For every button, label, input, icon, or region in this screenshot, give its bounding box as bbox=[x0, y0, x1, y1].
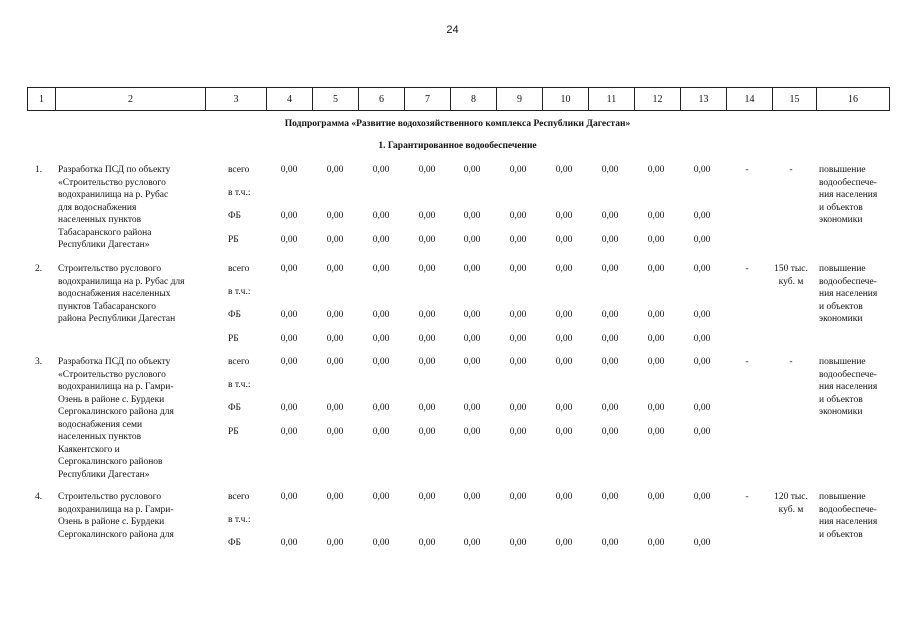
funding-value: 0,00 bbox=[647, 235, 665, 245]
funding-value: 0,00 bbox=[509, 264, 527, 274]
column-header-12: 12 bbox=[635, 88, 681, 111]
column-header-row bbox=[28, 88, 890, 111]
funding-value: 0,00 bbox=[463, 538, 481, 548]
col14-value: - bbox=[745, 492, 749, 502]
funding-value: 0,00 bbox=[463, 403, 481, 413]
funding-source: всего bbox=[228, 264, 250, 274]
funding-value: 0,00 bbox=[463, 165, 481, 175]
funding-value: 0,00 bbox=[463, 492, 481, 502]
column-header-table bbox=[27, 87, 890, 111]
funding-value: 0,00 bbox=[326, 310, 344, 320]
column-header-10: 10 bbox=[543, 88, 589, 111]
funding-value: 0,00 bbox=[418, 235, 436, 245]
funding-value: 0,00 bbox=[280, 403, 298, 413]
funding-value: 0,00 bbox=[693, 211, 711, 221]
funding-value: 0,00 bbox=[693, 538, 711, 548]
funding-source: в т.ч.: bbox=[228, 287, 251, 297]
measure-name: Строительство руслового водохранилища на р. Гамри- Озень в районе с. Бурдеки Сергокалинского района для bbox=[58, 492, 174, 540]
funding-value: 0,00 bbox=[555, 235, 573, 245]
funding-source: РБ bbox=[228, 334, 239, 344]
funding-value: 0,00 bbox=[326, 403, 344, 413]
funding-value: 0,00 bbox=[372, 492, 390, 502]
funding-value: 0,00 bbox=[601, 403, 619, 413]
expected-result: повышение водообеспече- ния населения и объектов экономики bbox=[819, 357, 878, 417]
col15-value: 150 тыс. куб. м bbox=[774, 264, 808, 287]
funding-value: 0,00 bbox=[280, 427, 298, 437]
funding-source: всего bbox=[228, 492, 250, 502]
funding-value: 0,00 bbox=[280, 334, 298, 344]
funding-value: 0,00 bbox=[555, 264, 573, 274]
funding-value: 0,00 bbox=[693, 334, 711, 344]
funding-value: 0,00 bbox=[418, 334, 436, 344]
funding-source: ФБ bbox=[228, 211, 241, 221]
funding-value: 0,00 bbox=[601, 264, 619, 274]
funding-value: 0,00 bbox=[372, 357, 390, 367]
column-header-16: 16 bbox=[817, 88, 890, 111]
funding-value: 0,00 bbox=[693, 310, 711, 320]
funding-value: 0,00 bbox=[463, 427, 481, 437]
funding-value: 0,00 bbox=[372, 427, 390, 437]
funding-value: 0,00 bbox=[418, 427, 436, 437]
funding-source: РБ bbox=[228, 427, 239, 437]
funding-source: ФБ bbox=[228, 403, 241, 413]
funding-value: 0,00 bbox=[509, 334, 527, 344]
funding-source: в т.ч.: bbox=[228, 515, 251, 525]
funding-value: 0,00 bbox=[463, 235, 481, 245]
funding-value: 0,00 bbox=[693, 403, 711, 413]
funding-value: 0,00 bbox=[555, 427, 573, 437]
funding-value: 0,00 bbox=[326, 427, 344, 437]
funding-value: 0,00 bbox=[601, 492, 619, 502]
col14-value: - bbox=[745, 357, 749, 367]
funding-value: 0,00 bbox=[326, 357, 344, 367]
funding-value: 0,00 bbox=[372, 334, 390, 344]
funding-value: 0,00 bbox=[601, 334, 619, 344]
funding-value: 0,00 bbox=[555, 538, 573, 548]
funding-value: 0,00 bbox=[693, 427, 711, 437]
funding-value: 0,00 bbox=[372, 403, 390, 413]
funding-value: 0,00 bbox=[326, 492, 344, 502]
section-title: 1. Гарантированное водообеспечение bbox=[378, 141, 537, 151]
row-number: 4. bbox=[35, 492, 43, 502]
funding-source: в т.ч.: bbox=[228, 380, 251, 390]
funding-value: 0,00 bbox=[280, 211, 298, 221]
funding-value: 0,00 bbox=[693, 235, 711, 245]
column-header-7: 7 bbox=[405, 88, 451, 111]
column-header-13: 13 bbox=[681, 88, 727, 111]
funding-value: 0,00 bbox=[418, 403, 436, 413]
row-number: 2. bbox=[35, 264, 43, 274]
funding-value: 0,00 bbox=[509, 427, 527, 437]
funding-value: 0,00 bbox=[647, 165, 665, 175]
funding-value: 0,00 bbox=[463, 334, 481, 344]
funding-value: 0,00 bbox=[418, 211, 436, 221]
funding-value: 0,00 bbox=[280, 357, 298, 367]
expected-result: повышение водообеспече- ния населения и объектов экономики bbox=[819, 264, 878, 324]
funding-value: 0,00 bbox=[693, 165, 711, 175]
funding-value: 0,00 bbox=[326, 334, 344, 344]
col15-value: - bbox=[789, 165, 793, 175]
col15-value: - bbox=[789, 357, 793, 367]
measure-name: Разработка ПСД по объекту «Строительство руслового водохранилища на р. Рубас для водоснабжения населенных пунктов Табасаранского района Республики Дагестан» bbox=[58, 165, 171, 250]
funding-source: всего bbox=[228, 165, 250, 175]
funding-value: 0,00 bbox=[509, 211, 527, 221]
funding-value: 0,00 bbox=[280, 538, 298, 548]
funding-value: 0,00 bbox=[418, 492, 436, 502]
subprogram-title: Подпрограмма «Развитие водохозяйственного комплекса Республики Дагестан» bbox=[284, 119, 631, 129]
funding-value: 0,00 bbox=[555, 165, 573, 175]
funding-value: 0,00 bbox=[280, 310, 298, 320]
funding-value: 0,00 bbox=[280, 264, 298, 274]
funding-value: 0,00 bbox=[601, 357, 619, 367]
funding-value: 0,00 bbox=[326, 264, 344, 274]
funding-value: 0,00 bbox=[509, 357, 527, 367]
row-number: 3. bbox=[35, 357, 43, 367]
column-header-1: 1 bbox=[28, 88, 56, 111]
funding-value: 0,00 bbox=[463, 211, 481, 221]
measure-name: Строительство руслового водохранилища на р. Рубас для водоснабжения населенных пунктов Табасаранского района Республики Дагестан bbox=[58, 264, 185, 324]
expected-result: повышение водообеспече- ния населения и объектов bbox=[819, 492, 878, 540]
funding-value: 0,00 bbox=[601, 235, 619, 245]
funding-value: 0,00 bbox=[601, 211, 619, 221]
funding-value: 0,00 bbox=[418, 538, 436, 548]
column-header-9: 9 bbox=[497, 88, 543, 111]
funding-value: 0,00 bbox=[280, 165, 298, 175]
funding-value: 0,00 bbox=[372, 264, 390, 274]
funding-value: 0,00 bbox=[555, 334, 573, 344]
funding-value: 0,00 bbox=[326, 165, 344, 175]
funding-value: 0,00 bbox=[647, 357, 665, 367]
measure-name: Разработка ПСД по объекту «Строительство руслового водохранилища на р. Гамри- Озень в районе с. Бурдеки Сергокалинского района для водоснабжения семи населенных пунктов Каякентского и Сергокалинского районов Республики Дагестан» bbox=[58, 357, 174, 480]
funding-value: 0,00 bbox=[693, 492, 711, 502]
expected-result: повышение водообеспече- ния населения и объектов экономики bbox=[819, 165, 878, 225]
funding-value: 0,00 bbox=[693, 357, 711, 367]
funding-source: в т.ч.: bbox=[228, 188, 251, 198]
funding-value: 0,00 bbox=[601, 427, 619, 437]
funding-value: 0,00 bbox=[418, 310, 436, 320]
funding-value: 0,00 bbox=[555, 310, 573, 320]
funding-value: 0,00 bbox=[509, 310, 527, 320]
funding-value: 0,00 bbox=[463, 310, 481, 320]
funding-value: 0,00 bbox=[555, 403, 573, 413]
funding-value: 0,00 bbox=[372, 165, 390, 175]
funding-source: ФБ bbox=[228, 310, 241, 320]
funding-value: 0,00 bbox=[280, 492, 298, 502]
funding-value: 0,00 bbox=[372, 235, 390, 245]
funding-value: 0,00 bbox=[326, 538, 344, 548]
funding-value: 0,00 bbox=[372, 538, 390, 548]
funding-value: 0,00 bbox=[509, 235, 527, 245]
col14-value: - bbox=[745, 264, 749, 274]
funding-value: 0,00 bbox=[555, 211, 573, 221]
column-header-8: 8 bbox=[451, 88, 497, 111]
funding-value: 0,00 bbox=[555, 357, 573, 367]
funding-value: 0,00 bbox=[601, 538, 619, 548]
page-number: 24 bbox=[446, 24, 459, 36]
funding-value: 0,00 bbox=[509, 403, 527, 413]
funding-value: 0,00 bbox=[326, 235, 344, 245]
funding-value: 0,00 bbox=[463, 264, 481, 274]
column-header-3: 3 bbox=[206, 88, 267, 111]
funding-value: 0,00 bbox=[555, 492, 573, 502]
funding-value: 0,00 bbox=[280, 235, 298, 245]
column-header-14: 14 bbox=[727, 88, 773, 111]
funding-value: 0,00 bbox=[601, 165, 619, 175]
funding-value: 0,00 bbox=[601, 310, 619, 320]
funding-value: 0,00 bbox=[418, 264, 436, 274]
funding-value: 0,00 bbox=[372, 211, 390, 221]
funding-value: 0,00 bbox=[647, 310, 665, 320]
column-header-6: 6 bbox=[359, 88, 405, 111]
funding-value: 0,00 bbox=[647, 538, 665, 548]
funding-value: 0,00 bbox=[463, 357, 481, 367]
funding-source: РБ bbox=[228, 235, 239, 245]
funding-value: 0,00 bbox=[418, 165, 436, 175]
funding-source: ФБ bbox=[228, 538, 241, 548]
col14-value: - bbox=[745, 165, 749, 175]
funding-value: 0,00 bbox=[647, 211, 665, 221]
funding-value: 0,00 bbox=[693, 264, 711, 274]
funding-value: 0,00 bbox=[326, 211, 344, 221]
funding-value: 0,00 bbox=[509, 538, 527, 548]
funding-value: 0,00 bbox=[372, 310, 390, 320]
column-header-4: 4 bbox=[267, 88, 313, 111]
column-header-5: 5 bbox=[313, 88, 359, 111]
funding-value: 0,00 bbox=[509, 165, 527, 175]
funding-value: 0,00 bbox=[418, 357, 436, 367]
funding-value: 0,00 bbox=[647, 264, 665, 274]
funding-value: 0,00 bbox=[647, 403, 665, 413]
column-header-15: 15 bbox=[773, 88, 817, 111]
column-header-11: 11 bbox=[589, 88, 635, 111]
row-number: 1. bbox=[35, 165, 43, 175]
funding-value: 0,00 bbox=[647, 334, 665, 344]
column-header-2: 2 bbox=[56, 88, 206, 111]
col15-value: 120 тыс. куб. м bbox=[774, 492, 808, 515]
funding-value: 0,00 bbox=[647, 427, 665, 437]
funding-value: 0,00 bbox=[509, 492, 527, 502]
funding-value: 0,00 bbox=[647, 492, 665, 502]
funding-source: всего bbox=[228, 357, 250, 367]
